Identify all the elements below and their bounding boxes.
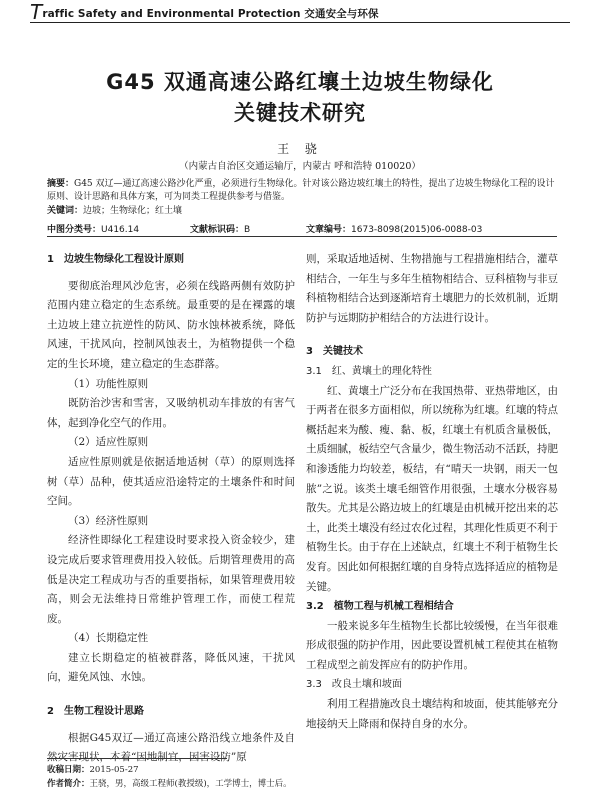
title-line-1: G45 双通高速公路红壤土边坡生物绿化 xyxy=(106,70,494,94)
meta-rule xyxy=(47,236,557,237)
journal-name: raffic Safety and Environmental Protection 交通安全与环保 xyxy=(42,8,379,20)
section-2-text: 根据G45双辽—通辽高速公路沿线立地条件及自然灾害现状，本着“因地制宜，因害设防”原 xyxy=(47,731,295,764)
section-2-heading: 2 生物工程设计思路 xyxy=(47,706,144,718)
principle-4-text: 建立长期稳定的植被群落，降低风速，干扰风向，避免风蚀、水蚀。 xyxy=(47,651,295,684)
principle-2-text: 适应性原则就是依据适地适树（草）的原则选择树（草）品种，使其适应沿途特定的土壤条件和时间空间。 xyxy=(47,455,295,508)
abstract xyxy=(47,178,557,204)
section-3-1-heading: 3.1 红、黄壤土的理化特性 xyxy=(306,365,432,377)
section-1-heading: 1 边坡生物绿化工程设计原则 xyxy=(47,254,184,265)
author-bio-value: 王骁，男，高级工程师(教授级)，工学博士，博士后。 xyxy=(89,779,292,789)
article-number-label: 文章编号： xyxy=(306,225,352,235)
section-3-3-text: 利用工程措施改良土壤结构和坡面，使其能够充分地接纳天上降雨和保持自身的水分。 xyxy=(306,698,558,730)
article-number-value: 1673-8098(2015)06-0088-03 xyxy=(351,225,483,235)
received-date xyxy=(47,763,139,775)
received-value: 2015-05-27 xyxy=(89,765,139,775)
author-bio xyxy=(47,777,292,789)
section-3-1-text: 红、黄壤土广泛分布在我国热带、亚热带地区，由于两者在很多方面相似，所以统称为红壤。红壤的特点概括起来为酸、瘦、黏、板，红壤土有机质含量极低，土质细腻，板结空气含量少，微生物活动不活跃，持肥和渗透能力均较差，板结，有“晴天一块钢，雨天一包脓”之说。该类土壤毛细管作用很强，土壤水分极容易散失。尤其是公路边坡上的红壤是由机械开挖出来的芯土，此类土壤没有经过农化过程，其理化性质更不利于植物生长。由于存在上述缺点，红壤土不利于植物生长发育。因此如何根据红壤的自身特点选择适应的植物是关键。 xyxy=(306,384,558,593)
principle-3-heading: （3）经济性原则 xyxy=(68,514,149,527)
abstract-label: 摘要： xyxy=(47,179,75,189)
section-3-heading: 3 关键技术 xyxy=(306,346,363,358)
abstract-text: G45 双辽—通辽高速公路沙化严重，必须进行生物绿化。针对该公路边坡红壤土的特性，提出了边坡生物绿化工程的设计原则、设计思路和具体方案，可为同类工程提供参考与借鉴。 xyxy=(47,179,555,202)
received-label: 收稿日期： xyxy=(47,765,90,775)
document-code-label: 文献标识码： xyxy=(190,225,245,235)
article-number xyxy=(306,222,482,235)
header-rule xyxy=(30,22,570,23)
left-column xyxy=(47,250,295,768)
footnote-rule xyxy=(47,758,227,759)
keywords-label: 关键词： xyxy=(47,206,84,216)
document-code-value: B xyxy=(244,225,251,235)
clc-label: 中图分类号： xyxy=(47,225,102,235)
author-name: 王 骁 xyxy=(277,142,323,156)
clc-value: U416.14 xyxy=(101,225,140,235)
keywords-text: 边坡；生物绿化；红土壤 xyxy=(83,206,183,216)
section-3-2-text: 一般来说多年生植物生长都比较缓慢，在当年很难形成很强的防护作用，因此要设置机械工程使其在植物工程成型之前发挥应有的防护作用。 xyxy=(306,619,558,671)
keywords xyxy=(47,205,182,218)
principle-2-heading: （2）适应性原则 xyxy=(68,436,149,449)
principle-1-heading: （1）功能性原则 xyxy=(68,377,149,390)
document-code xyxy=(190,222,250,235)
principle-4-heading: （4）长期稳定性 xyxy=(68,632,149,645)
journal-initial: T xyxy=(30,0,43,24)
section-2-continued: 则，采取适地适树、生物措施与工程措施相结合，灌草相结合，一年生与多年生植物相结合、豆科植物与非豆科植物相结合达到逐渐培育土壤肥力的长效机制，近期防护与远期防护相结合的方法进行设计。 xyxy=(306,253,558,324)
clc-number xyxy=(47,222,139,235)
section-3-3-heading: 3.3 改良土壤和坡面 xyxy=(306,679,402,691)
section-1-intro: 要彻底治理风沙危害，必须在线路两侧有效防护范围内建立稳定的生态系统。最重要的是在裸露的壤土边坡上建立抗逆性的防风、防水蚀林被系统，降低风速，干扰风向，控制风蚀表土，为植物提供一个稳定的生长环境，建立稳定的生态群落。 xyxy=(47,279,295,370)
journal-header xyxy=(30,0,379,24)
title-line-2: 关键技术研究 xyxy=(234,101,366,125)
principle-1-text: 既防治沙害和雪害，又吸纳机动车排放的有害气体，起到净化空气的作用。 xyxy=(47,397,295,429)
author-bio-label: 作者简介： xyxy=(47,779,90,789)
right-column xyxy=(306,250,558,734)
section-3-2-heading: 3.2 植物工程与机械工程相结合 xyxy=(306,601,454,613)
principle-3-text: 经济性即绿化工程建设时要求投入资金较少，建设完成后要求管理费用投入较低。后期管理费用的高低是决定工程成功与否的重要指标，如果管理费用较高，则会无法维持日常维护管理工作，而使工程荒废。 xyxy=(47,534,295,625)
author-affiliation: （内蒙古自治区交通运输厅，内蒙古 呼和浩特 010020） xyxy=(179,161,421,172)
